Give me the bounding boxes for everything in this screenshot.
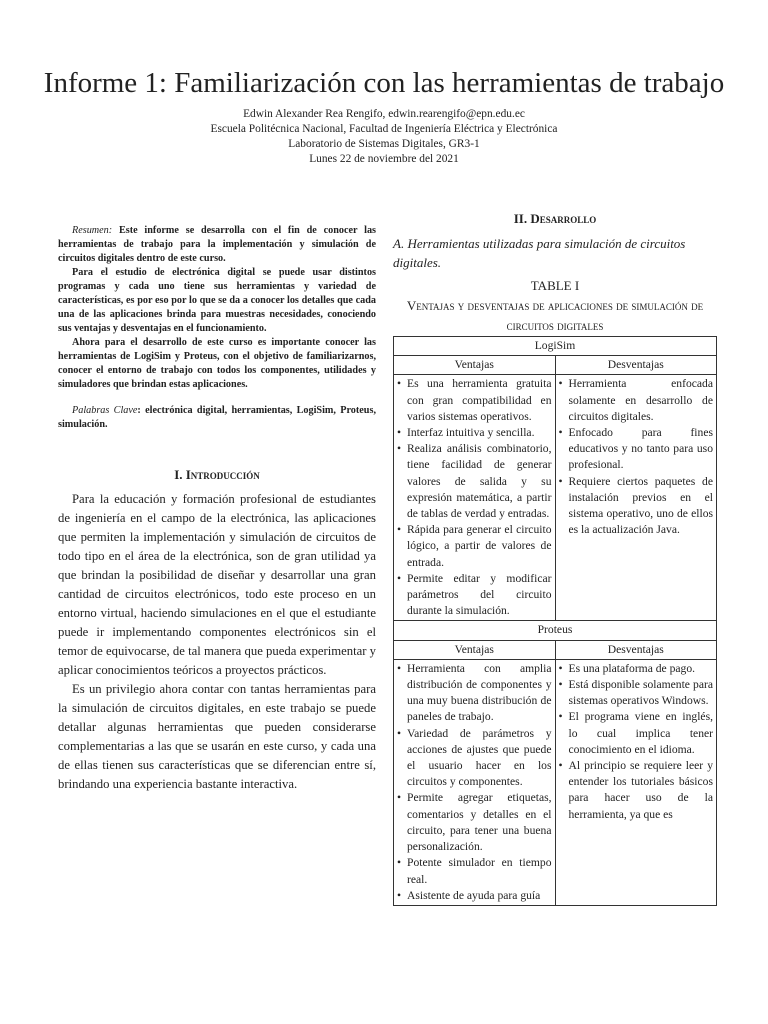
list-item: • Permite agregar etiquetas, comentarios y detalles en el circuito, para tener una buena personalización. (397, 790, 552, 855)
table-group-row-logisim (394, 337, 717, 356)
subsection-heading: A. Herramientas utilizadas para simulación de circuitos digitales. (393, 236, 686, 270)
keywords-text: electrónica digital, herramientas, LogiSim, Proteus, simulación. (58, 405, 376, 430)
list-item: • Variedad de parámetros y acciones de ajustes que puede el usuario hacer en los circuitos y componentes. (397, 726, 552, 791)
abstract (58, 224, 376, 392)
keywords: Palabras Clave: electrónica digital, herramientas, LogiSim, Proteus, simulación. (58, 405, 376, 430)
keywords-label: Palabras Clave (72, 405, 138, 416)
abstract-text: Este informe se desarrolla con el fin de conocer las herramientas de trabajo para la implementación y simulación de circuitos digitales dentro de este curso. (58, 225, 377, 264)
list-item: • Requiere ciertos paquetes de instalación previos en el sistema operativo, uno de ellos es la actualización Java. (559, 474, 714, 539)
column-header-ventajas: Ventajas (394, 356, 556, 375)
list-item: • Enfocado para fines educativos y no tanto para uso profesional. (559, 425, 714, 474)
affiliation-line: Escuela Politécnica Nacional, Facultad de Ingeniería Eléctrica y Electrónica (210, 123, 558, 135)
logisim-desventajas-list (559, 376, 714, 538)
paper-header (0, 66, 768, 167)
column-header-desventajas: Desventajas (555, 356, 717, 375)
list-item: • Asistente de ayuda para guía (397, 888, 552, 904)
list-item: • Está disponible solamente para sistemas operativos Windows. (559, 677, 714, 709)
table-row-logisim (394, 375, 717, 621)
list-item: • Es una herramienta gratuita con gran compatibilidad en varios sistemas operativos. (397, 376, 552, 425)
right-column (393, 210, 717, 906)
table-group-row-proteus (394, 621, 717, 640)
table-header-row (394, 640, 717, 659)
column-header-ventajas: Ventajas (394, 640, 556, 659)
logisim-ventajas-cell (394, 375, 556, 621)
date-line: Lunes 22 de noviembre del 2021 (309, 153, 459, 165)
abstract-paragraph-2: Para el estudio de electrónica digital se puede usar distintos programas y cada uno tiene sus herramientas y variedad de características, es por eso por lo que se da a conocer los detalles que cada una de las aplicaciones brinda para muestras necesidades, conociendo sus ventajas y desventajas en el funcionamiento. (58, 267, 376, 334)
list-item: • Realiza análisis combinatorio, tiene facilidad de generar valores de salida y su expresión matemática, a partir de tablas de verdad y entradas. (397, 441, 552, 522)
table-number: TABLE I (530, 278, 580, 293)
list-item: • Permite editar y modificar parámetros del circuito durante la simulación. (397, 571, 552, 620)
logisim-ventajas-list (397, 376, 552, 619)
proteus-desventajas-cell (555, 659, 717, 905)
paper-title: Informe 1: Familiarización con las herramientas de trabajo (43, 67, 725, 99)
list-item: • Rápida para generar el circuito lógico, a partir de valores de entrada. (397, 522, 552, 571)
left-column (58, 210, 376, 794)
list-item: • Herramienta con amplia distribución de componentes y una muy buena distribución de paneles de trabajo. (397, 661, 552, 726)
list-item: • Herramienta enfocada solamente en desarrollo de circuitos digitales. (559, 376, 714, 425)
table-caption: Ventajas y desventajas de aplicaciones de simulación de circuitos digitales (406, 298, 704, 333)
introduction-body (58, 490, 376, 794)
list-item: • Al principio se requiere leer y entender los tutoriales básicos para hacer uso de la herramienta, ya que es (559, 758, 714, 823)
section-introduction-heading: I. Introducción (174, 467, 260, 482)
group-title-proteus: Proteus (394, 621, 717, 640)
introduction-paragraph-2: Es un privilegio ahora contar con tantas herramientas para la simulación de circuitos digitales, en este trabajo se puede detallar algunas herramientas que pueden considerarse complementarias a las que se usarán en este curso, y cada una de ellas tienen sus características que se diferencian entre sí, brindando una experiencia bastante interactiva. (58, 682, 376, 791)
logisim-desventajas-cell (555, 375, 717, 621)
section-desarrollo-heading: II. Desarrollo (513, 211, 597, 226)
list-item: • Interfaz intuitiva y sencilla. (397, 425, 552, 441)
author-line: Edwin Alexander Rea Rengifo, edwin.rearengifo@epn.edu.ec (243, 108, 525, 120)
group-title-logisim: LogiSim (394, 337, 717, 356)
table-row-proteus (394, 659, 717, 905)
proteus-ventajas-list (397, 661, 552, 904)
column-header-desventajas: Desventajas (555, 640, 717, 659)
abstract-paragraph-1 (58, 224, 376, 266)
abstract-label: Resumen: (72, 225, 113, 236)
abstract-paragraph-3: Ahora para el desarrollo de este curso es importante conocer las herramientas de LogiSim y Proteus, con el objetivo de familiarizarnos, conocer el entorno de trabajo con todos los componentes, utilidades y simuladores que brindan estas aplicaciones. (58, 337, 376, 390)
table-header-row (394, 356, 717, 375)
lab-line: Laboratorio de Sistemas Digitales, GR3-1 (288, 138, 480, 150)
comparison-table (393, 336, 717, 906)
proteus-desventajas-list (559, 661, 714, 823)
introduction-paragraph-1: Para la educación y formación profesional de estudiantes de ingeniería en el campo de la electrónica, las aplicaciones que permiten la implementación y simulación de circuitos de todo tipo en el área de la electrónica, son de gran utilidad ya que brindan la posibilidad de diseñar y desarrollar una gran cantidad de circuitos electrónicos, todo este proceso en un entorno virtual, haciendo simulaciones en el que el estudiante puede ir implementando componentes electrónicos sin el temor de equivocarse, de tal manera que pueda experimentar y aplicar conocimientos teóricos a proyectos prácticos. (58, 492, 376, 677)
list-item: • El programa viene en inglés, lo cual implica tener conocimiento en el idioma. (559, 709, 714, 758)
proteus-ventajas-cell (394, 659, 556, 905)
list-item: • Potente simulador en tiempo real. (397, 855, 552, 887)
list-item: • Es una plataforma de pago. (559, 661, 714, 677)
